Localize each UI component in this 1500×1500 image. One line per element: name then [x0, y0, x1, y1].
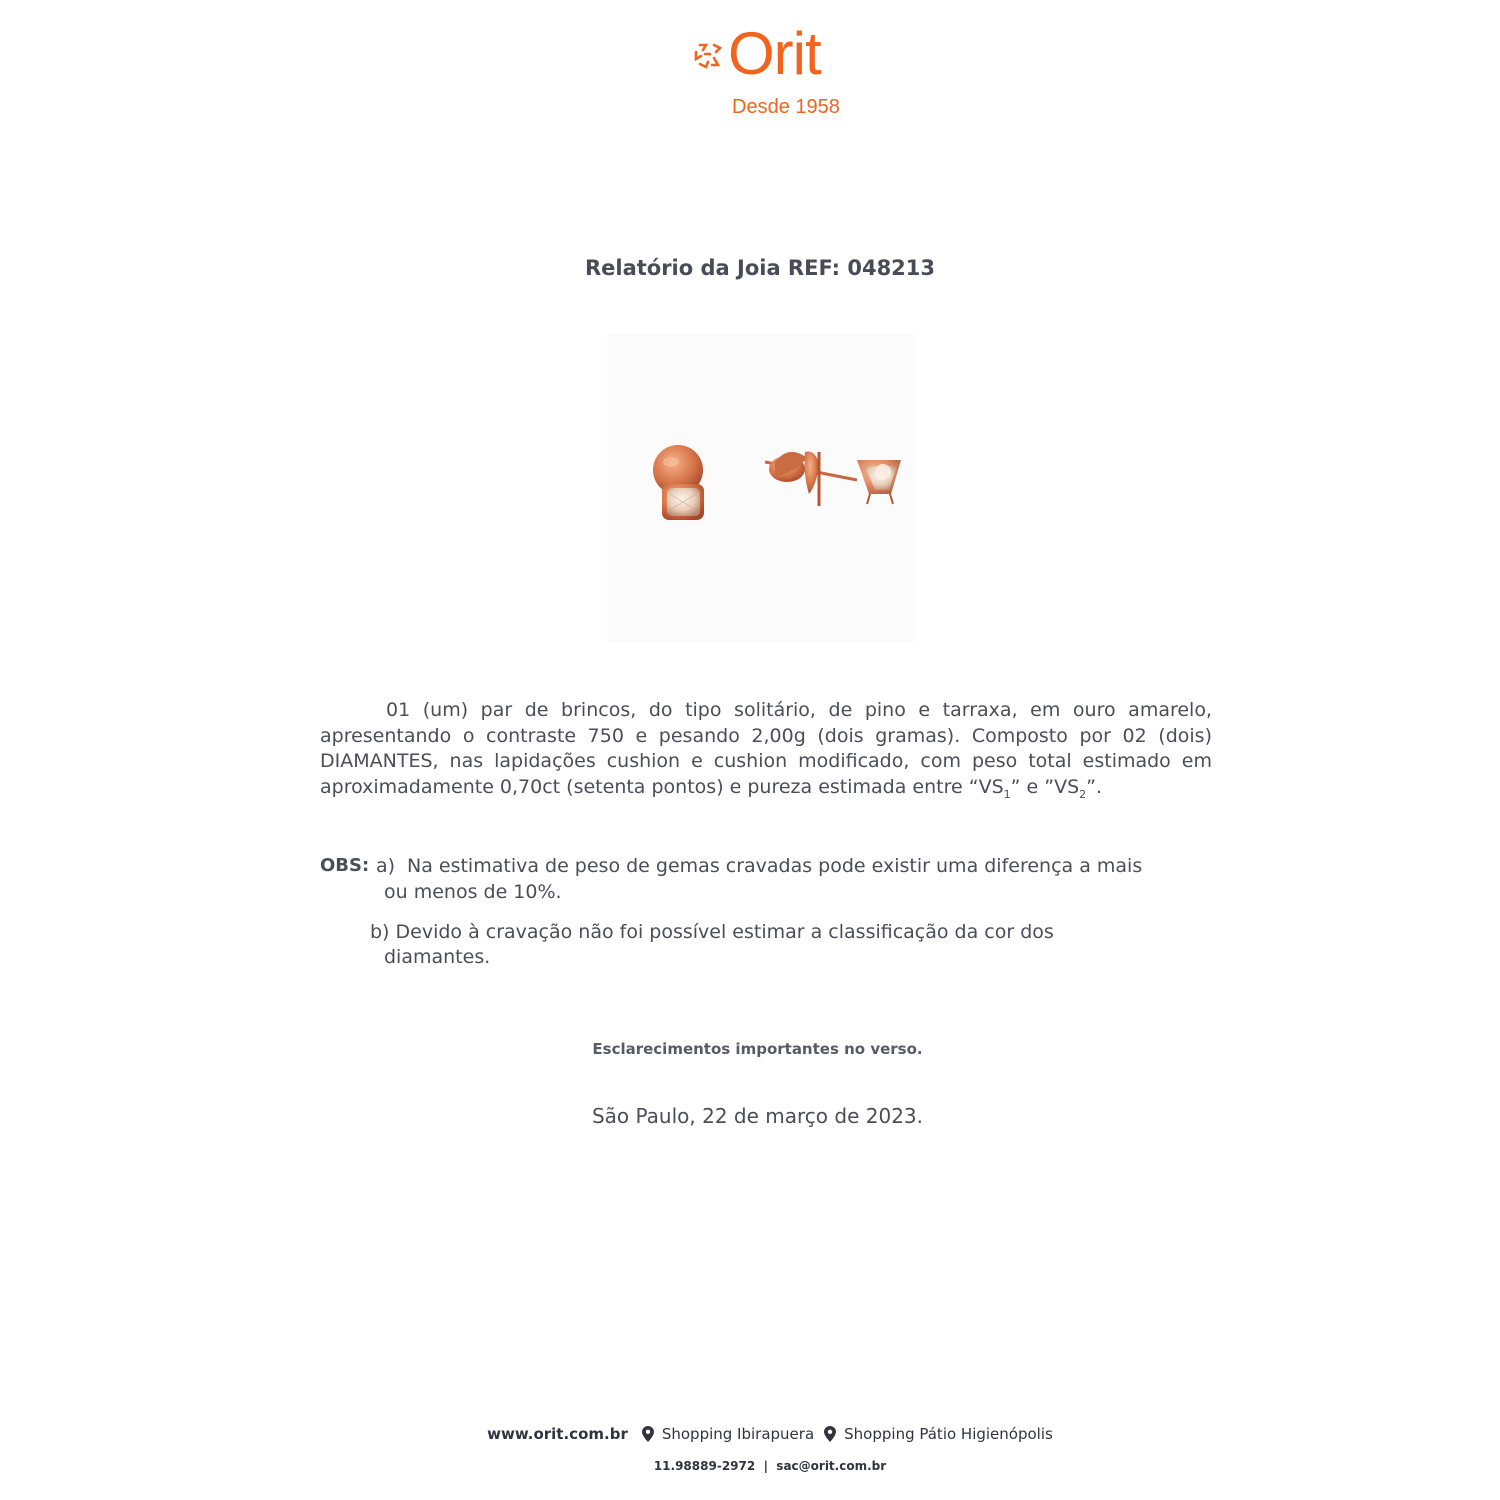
- footer-contact: 11.98889-2972 | sac@orit.com.br: [653, 1459, 887, 1473]
- store-higienopolis: [824, 1425, 1053, 1443]
- map-pin-icon: [642, 1426, 654, 1442]
- description-text: 01 (um) par de brincos, do tipo solitário, de pino e tarraxa, em ouro amarelo, apresentando o contraste 750 e pesando 2,00g (dois gramas). Composto por 02 (dois) DIAMANTES, nas lapidações cushion e cushion modificado, com peso total estimado em aproximadamente 0,70ct (setenta pontos) e pureza estimada entre “VS: [320, 699, 1212, 798]
- clarity-subscript-1: 1: [1003, 787, 1011, 801]
- obs-a-line1: Na estimativa de peso de gemas cravadas pode existir uma diferença a mais: [407, 855, 1143, 877]
- brand-tagline: Desde 1958: [732, 96, 840, 118]
- clarity-subscript-2: 2: [1079, 787, 1087, 801]
- brand-name: Orit: [728, 20, 821, 87]
- footer-links: [0, 1425, 1500, 1443]
- brand-mark-icon: [692, 40, 722, 70]
- obs-a-line2: ou menos de 10%.: [384, 881, 562, 903]
- description-end: ”.: [1086, 775, 1103, 798]
- obs-b-line2: diamantes.: [384, 946, 491, 968]
- back-page-note: Esclarecimentos importantes no verso.: [592, 1040, 923, 1058]
- brand-logo: [692, 20, 862, 125]
- store-ibirapuera-label: Shopping Ibirapuera: [661, 1425, 815, 1443]
- earrings-photo: [607, 334, 915, 642]
- obs-b-line1: b) Devido à cravação não foi possível estimar a classificação da cor dos: [370, 921, 1054, 943]
- description-mid: ” e ”VS: [1010, 775, 1080, 798]
- report-title: Relatório da Joia REF: 048213: [584, 256, 936, 280]
- place-date: São Paulo, 22 de março de 2023.: [591, 1104, 924, 1128]
- store-ibirapuera: [642, 1425, 814, 1443]
- obs-label: OBS:: [320, 855, 370, 876]
- map-pin-icon: [824, 1426, 836, 1442]
- website-link[interactable]: www.orit.com.br: [487, 1425, 628, 1443]
- obs-a-marker: a): [376, 855, 396, 877]
- jewel-description: [320, 698, 1212, 807]
- store-higienopolis-label: Shopping Pátio Higienópolis: [844, 1425, 1053, 1443]
